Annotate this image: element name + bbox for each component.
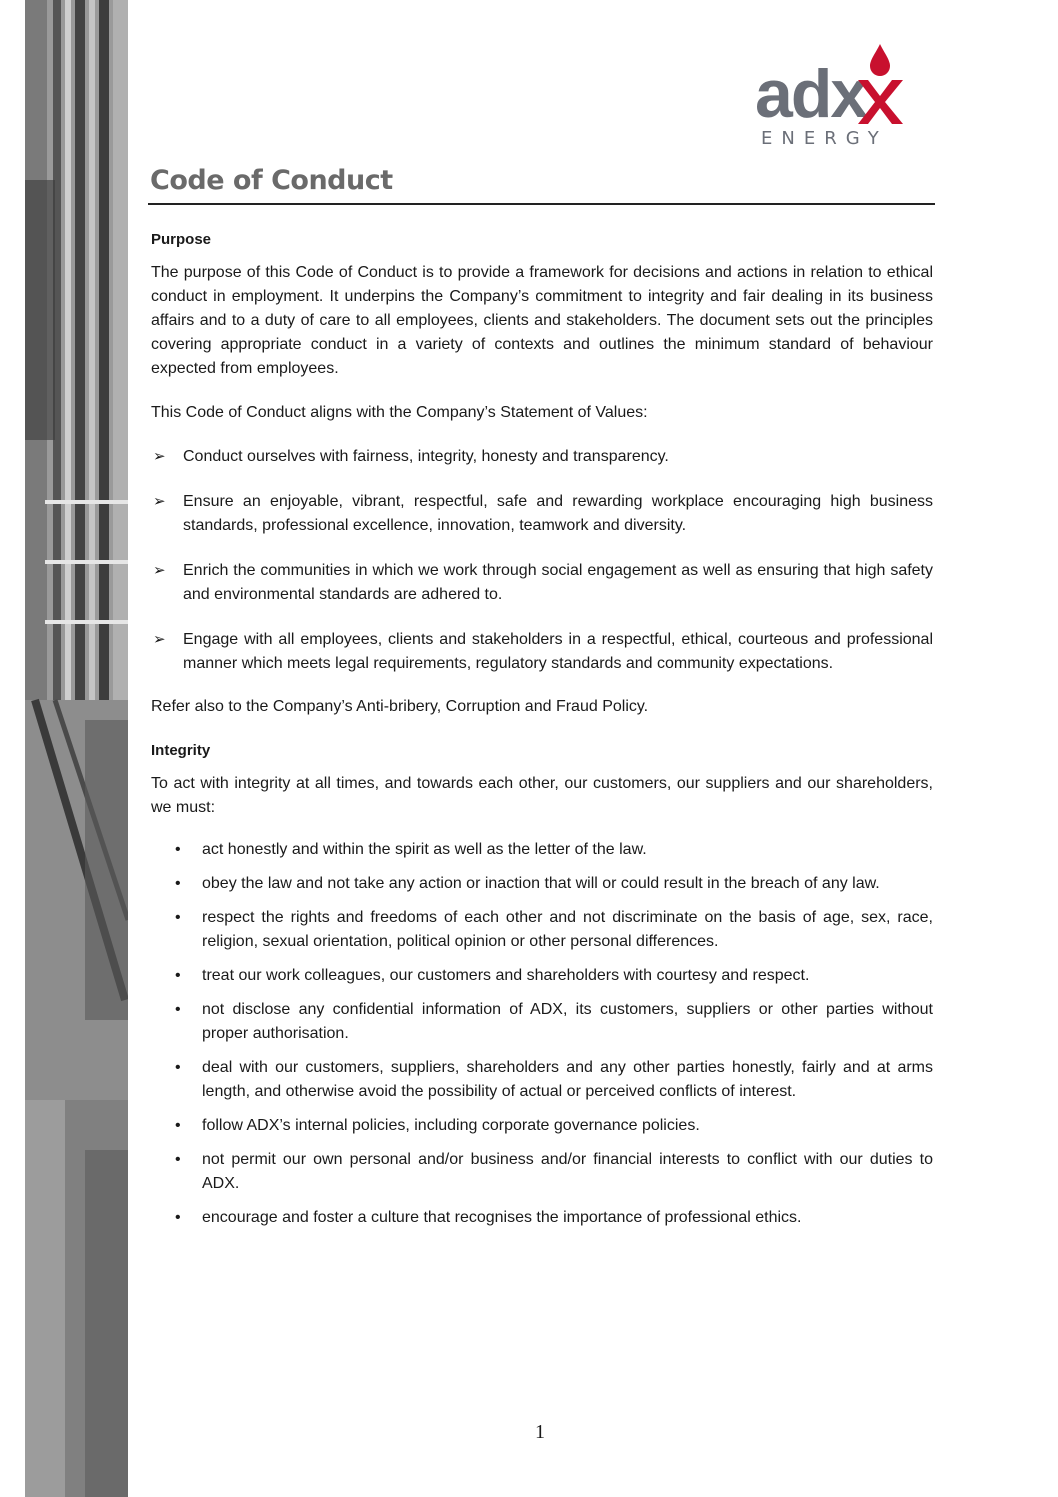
dot-bullet-icon: •: [175, 1151, 181, 1168]
dot-bullet-icon: •: [175, 875, 181, 892]
values-item-text: Enrich the communities in which we work through social engagement as well as ensuring that high safety and environmental standards are adhered to.: [183, 562, 933, 603]
values-item-text: Ensure an enjoyable, vibrant, respectful, safe and rewarding workplace encouraging high business standards, professional excellence, innovation, teamwork and diversity.: [183, 493, 933, 534]
dot-bullet-icon: •: [175, 1059, 181, 1076]
logo-subtitle: ENERGY: [761, 128, 888, 149]
page-number: 1: [535, 1421, 545, 1443]
values-item-text: Conduct ourselves with fairness, integrity, honesty and transparency.: [183, 448, 669, 465]
values-item-text: Engage with all employees, clients and stakeholders in a respectful, ethical, courteous and professional manner which meets legal requirements, regulatory standards and community expectations.: [183, 631, 933, 672]
values-list: [151, 445, 933, 676]
logo-drop-icon: [855, 44, 905, 134]
integrity-list-item: [151, 1148, 933, 1196]
arrow-bullet-icon: ➢: [153, 448, 166, 465]
refer-paragraph: Refer also to the Company’s Anti-bribery, Corruption and Fraud Policy.: [151, 698, 649, 715]
dot-bullet-icon: •: [175, 909, 181, 926]
purpose-paragraph: The purpose of this Code of Conduct is to provide a framework for decisions and actions in relation to ethical conduct in employment. It underpins the Company’s commitment to integrity and fair dealing in its business affairs and to a duty of care to all employees, clients and stakeholders. The document sets out the principles covering appropriate conduct in a variety of contexts and outlines the minimum standard of behaviour expected from employees.: [151, 264, 933, 377]
integrity-list-item: [151, 872, 933, 896]
adx-energy-logo: [755, 44, 905, 148]
values-intro: This Code of Conduct aligns with the Company’s Statement of Values:: [151, 404, 648, 421]
integrity-item-text: not permit our own personal and/or business and/or financial interests to conflict with our duties to ADX.: [202, 1151, 933, 1192]
side-photo-strip: [25, 0, 128, 1497]
title-divider: [148, 203, 935, 205]
values-list-item: [151, 490, 933, 538]
dot-bullet-icon: •: [175, 841, 181, 858]
integrity-intro: To act with integrity at all times, and towards each other, our customers, our suppliers and our shareholders, we must:: [151, 775, 933, 816]
arrow-bullet-icon: ➢: [153, 562, 166, 579]
dot-bullet-icon: •: [175, 967, 181, 984]
dot-bullet-icon: •: [175, 1117, 181, 1134]
arrow-bullet-icon: ➢: [153, 631, 166, 648]
integrity-item-text: treat our work colleagues, our customers and shareholders with courtesy and respect.: [202, 967, 810, 984]
integrity-item-text: obey the law and not take any action or inaction that will or could result in the breach of any law.: [202, 875, 880, 892]
integrity-item-text: respect the rights and freedoms of each other and not discriminate on the basis of age, sex, race, religion, sexual orientation, political opinion or other personal differences.: [202, 909, 933, 950]
integrity-list-item: [151, 998, 933, 1046]
values-list-item: [151, 628, 933, 676]
integrity-list-item: [151, 838, 933, 862]
values-list-item: [151, 445, 933, 469]
integrity-list-item: [151, 1114, 933, 1138]
integrity-list-item: [151, 1206, 933, 1230]
integrity-item-text: deal with our customers, suppliers, shareholders and any other parties honestly, fairly and at arms length, and otherwise avoid the possibility of actual or perceived conflicts of interest.: [202, 1059, 933, 1100]
integrity-item-text: not disclose any confidential information of ADX, its customers, suppliers or other parties without proper authorisation.: [202, 1001, 933, 1042]
dot-bullet-icon: •: [175, 1209, 181, 1226]
integrity-list-item: [151, 906, 933, 954]
purpose-heading: Purpose: [151, 231, 212, 248]
page-title: Code of Conduct: [150, 165, 393, 196]
integrity-list: [151, 838, 933, 1230]
integrity-list-item: [151, 964, 933, 988]
integrity-heading: Integrity: [151, 742, 211, 759]
integrity-item-text: encourage and foster a culture that recognises the importance of professional ethics.: [202, 1209, 802, 1226]
arrow-bullet-icon: ➢: [153, 493, 166, 510]
values-list-item: [151, 559, 933, 607]
integrity-item-text: act honestly and within the spirit as well as the letter of the law.: [202, 841, 647, 858]
integrity-list-item: [151, 1056, 933, 1104]
integrity-item-text: follow ADX’s internal policies, including corporate governance policies.: [202, 1117, 700, 1134]
logo-brand-text: adx: [755, 56, 867, 132]
document-body: [151, 228, 933, 1240]
dot-bullet-icon: •: [175, 1001, 181, 1018]
